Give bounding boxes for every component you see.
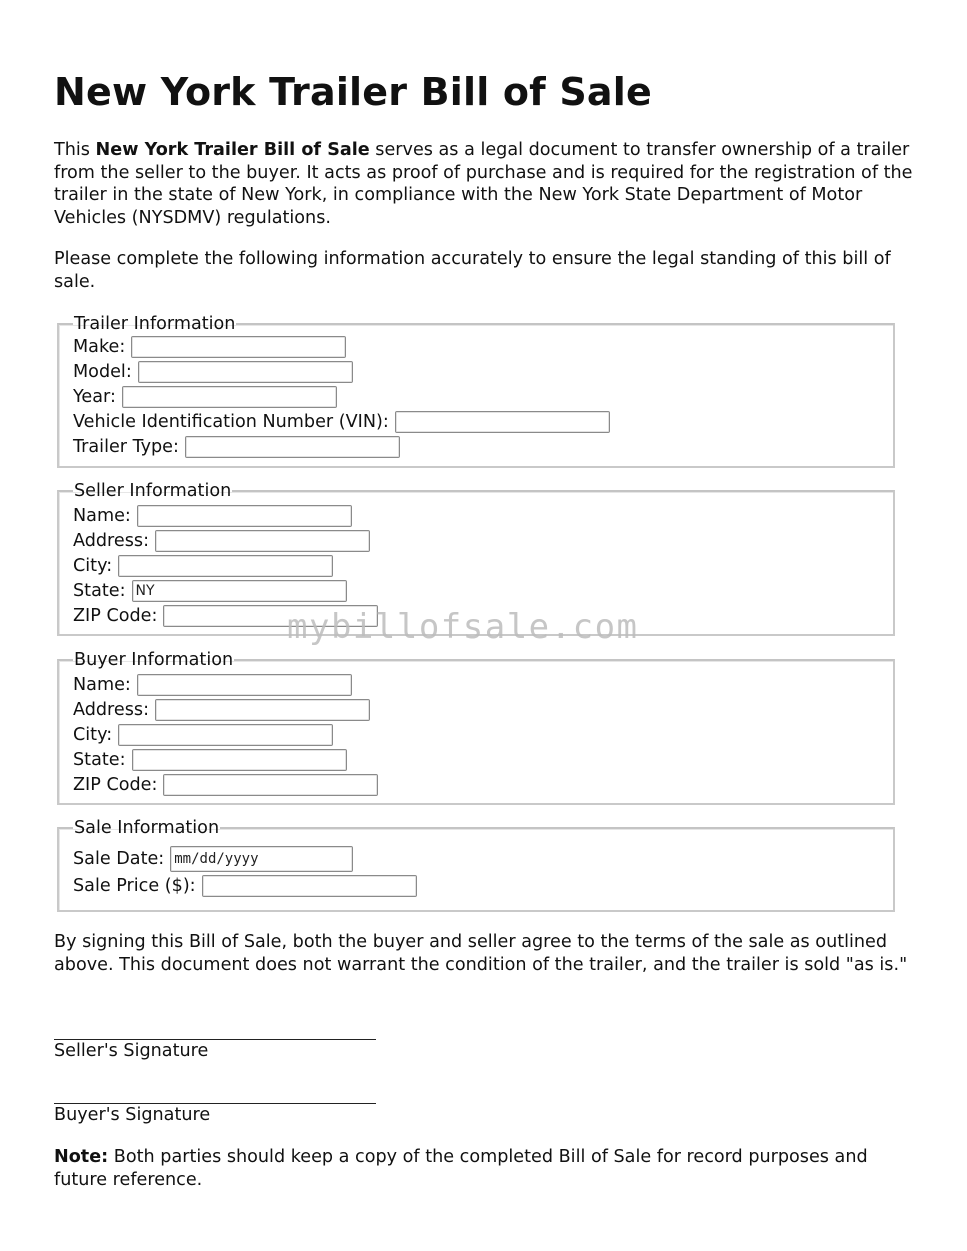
seller-name-label: Name: [73,505,131,526]
instructions-paragraph: Please complete the following information accurately to ensure the legal standing of this bill of sale. [54,249,891,292]
year-input[interactable] [122,386,337,408]
sale-information-legend: Sale Information [74,818,220,838]
buyer-zip-input[interactable] [163,774,378,796]
intro-suffix: serves as a legal document to transfer ownership of a trailer from the seller to the buyer. It acts as proof of purchase and is required for the registration of the trailer in the state of New York, in compliance with the New York State Department of Motor Vehicles (NYSDMV) regulations. [54,140,913,228]
make-label: Make: [73,336,126,357]
buyer-signature-label: Buyer's Signature [54,1105,211,1125]
note-text: Both parties should keep a copy of the completed Bill of Sale for record purposes and future reference. [54,1147,868,1190]
trailer-type-input[interactable] [185,436,400,458]
seller-signature-label: Seller's Signature [54,1041,209,1061]
seller-state-label: State: [73,580,126,601]
sale-price-input[interactable] [202,875,417,897]
watermark-text: mybillofsale.com [287,607,639,647]
intro-paragraph [54,139,918,229]
sale-date-label: Sale Date: [73,849,165,869]
intro-prefix: This [54,140,96,160]
model-label: Model: [73,361,132,382]
buyer-address-label: Address: [73,699,149,720]
seller-signature-line[interactable] [54,1039,376,1040]
vin-label: Vehicle Identification Number (VIN): [73,411,389,432]
buyer-address-input[interactable] [155,699,370,721]
seller-city-label: City: [73,555,113,576]
closing-paragraph: By signing this Bill of Sale, both the buyer and seller agree to the terms of the sale as outlined above. This document does not warrant the condition of the trailer, and the trailer is sold "as is." [54,932,908,975]
buyer-name-label: Name: [73,674,131,695]
buyer-information-legend: Buyer Information [74,650,234,670]
buyer-state-label: State: [73,749,126,770]
intro-bold-title: New York Trailer Bill of Sale [95,140,370,160]
seller-state-input[interactable]: NY [132,580,347,602]
sale-information-section [57,818,895,912]
model-input[interactable] [138,361,353,383]
seller-city-input[interactable] [118,555,333,577]
buyer-zip-label: ZIP Code: [73,774,158,795]
seller-address-label: Address: [73,530,149,551]
sale-date-input[interactable]: mm/dd/yyyy [170,846,353,872]
make-input[interactable] [131,336,346,358]
seller-name-input[interactable] [137,505,352,527]
seller-zip-input[interactable] [163,605,378,627]
buyer-signature-line[interactable] [54,1103,376,1104]
note-label: Note: [54,1147,109,1167]
seller-address-input[interactable] [155,530,370,552]
sale-price-label: Sale Price ($): [73,876,196,896]
year-label: Year: [73,386,116,407]
buyer-information-section [57,650,895,805]
note-paragraph [54,1146,918,1191]
buyer-name-input[interactable] [137,674,352,696]
buyer-city-input[interactable] [118,724,333,746]
trailer-information-section [57,314,895,468]
seller-information-legend: Seller Information [74,481,232,501]
seller-information-section [57,481,895,636]
seller-zip-label: ZIP Code: [73,605,158,626]
buyer-state-input[interactable] [132,749,347,771]
page-title: New York Trailer Bill of Sale [54,70,652,114]
trailer-information-legend: Trailer Information [74,314,236,334]
vin-input[interactable] [395,411,610,433]
trailer-type-label: Trailer Type: [73,436,179,457]
buyer-city-label: City: [73,724,113,745]
